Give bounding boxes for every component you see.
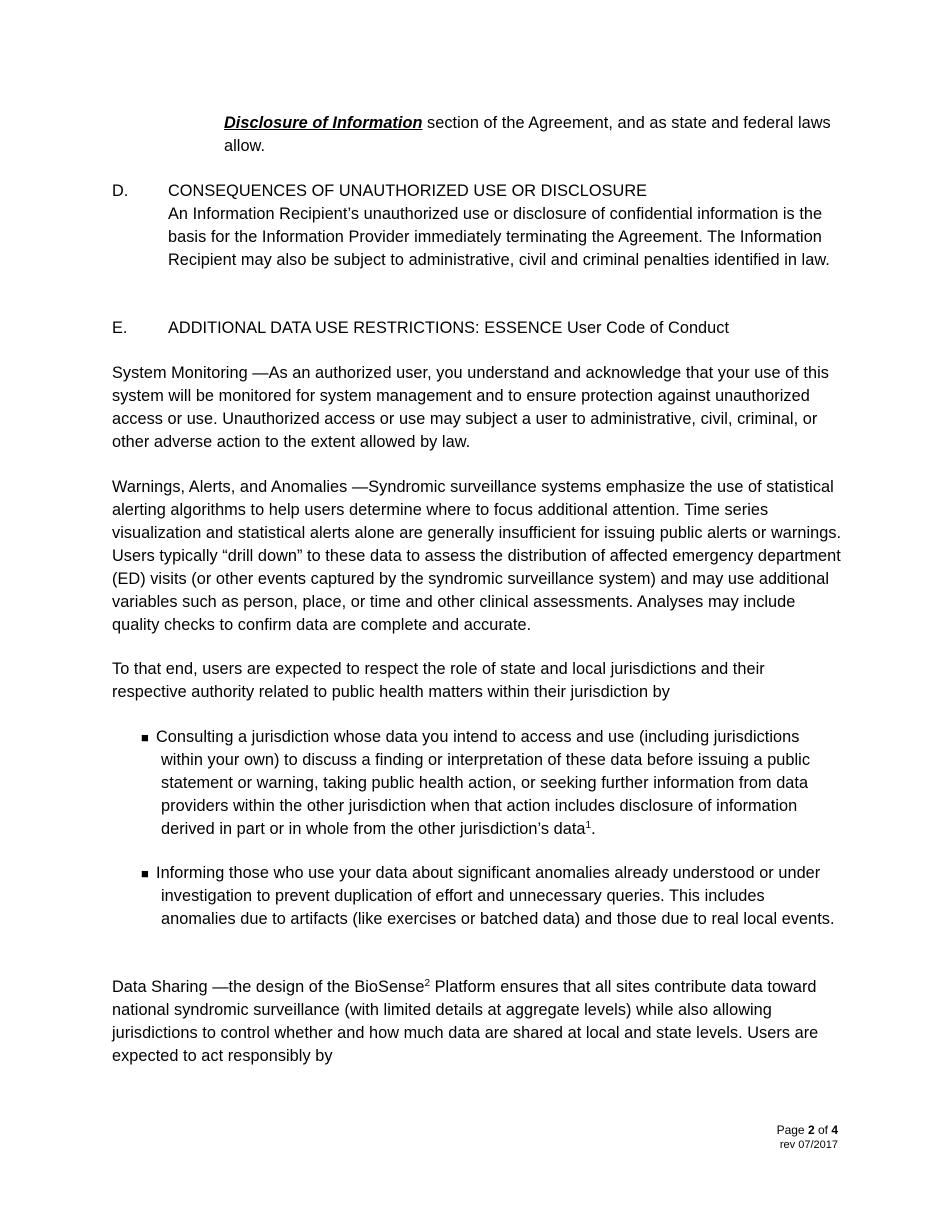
system-monitoring-paragraph: System Monitoring —As an authorized user, you understand and acknowledge that your use of this system will be monitored for system management and to ensure protection against unauthorized access or use. Unauthorized access or use may subject a user to administrative, civil, criminal, or other adverse action to the extent allowed by law. (112, 364, 829, 451)
warnings-alerts-anomalies-paragraph: Warnings, Alerts, and Anomalies —Syndromic surveillance systems emphasize the use of statistical alerting algorithms to help users determine where to focus additional attention. Time series visualization and statistical alerts alone are generally insufficient for issuing public alerts or warnings. Users typically “drill down” to these data to assess the distribution of affected emergency department (ED) visits (or other events captured by the syndromic surveillance system) and may use additional variables such as person, place, or time and other clinical assessments. Analyses may include quality checks to confirm data are complete and accurate. (112, 478, 842, 634)
bullet-item2-text: Informing those who use your data about significant anomalies already understood or under investigation to prevent duplication of effort and unnecessary queries. This includes anomalies due to artifacts (like exercises or batched data) and those due to real local events. (156, 864, 835, 928)
footnote-2-ref[interactable]: 2 (424, 978, 431, 989)
section-d-letter: D. (112, 182, 129, 200)
disclosure-of-information-term: Disclosure of Information (224, 114, 423, 132)
data-sharing-paragraph (112, 976, 842, 1068)
footnote-1-ref[interactable]: 1 (585, 820, 592, 831)
bullet-item1-text: Consulting a jurisdiction whose data you intend to access and use (including jurisdictions within your own) to discuss a finding or interpretation of these data before issuing a public statement or warning, taking public health action, or seeking further information from data providers within the other jurisdiction when that action includes disclosure of information derived in part or in whole from the other jurisdiction’s data (156, 728, 811, 838)
bullet-square-icon: ■ (141, 866, 149, 881)
continuation-text: section of the Agreement, and as state and federal laws allow. (224, 114, 831, 155)
page-footer (777, 1123, 838, 1153)
section-d-body: An Information Recipient’s unauthorized use or disclosure of confidential information is the basis for the Information Provider immediately terminating the Agreement. The Information Recipient may also be subject to administrative, civil and criminal penalties identified in law. (168, 205, 830, 269)
revision-date: rev 07/2017 (779, 1139, 838, 1151)
section-e-letter: E. (112, 319, 128, 337)
current-page: 2 (807, 1123, 815, 1137)
to-that-end-paragraph: To that end, users are expected to respect the role of state and local jurisdictions and their respective authority related to public health matters within their jurisdiction by (112, 660, 765, 701)
bullet-item-consulting (141, 726, 841, 841)
section-d-heading: CONSEQUENCES OF UNAUTHORIZED USE OR DISCLOSURE (168, 182, 648, 200)
total-pages: 4 (831, 1123, 838, 1137)
data-sharing-start: Data Sharing —the design of the BioSense (112, 978, 425, 996)
continuation-paragraph (224, 112, 864, 158)
bullet-text (141, 726, 841, 841)
bullet-square-icon: ■ (141, 730, 149, 745)
page-number: Page 2 of 4 (776, 1123, 838, 1137)
section-d (168, 180, 848, 272)
bullet-item-informing (141, 862, 841, 931)
section-e-heading: ADDITIONAL DATA USE RESTRICTIONS: ESSENCE User Code of Conduct (168, 319, 730, 337)
bullet-item1-period: . (591, 820, 596, 838)
data-sharing-rest: Platform ensures that all sites contribute data toward national syndromic surveillance (with limited details at aggregate levels) while also allowing jurisdictions to control whether and how much data are shared at local and state levels. Users are expected to act responsibly by (112, 978, 819, 1065)
